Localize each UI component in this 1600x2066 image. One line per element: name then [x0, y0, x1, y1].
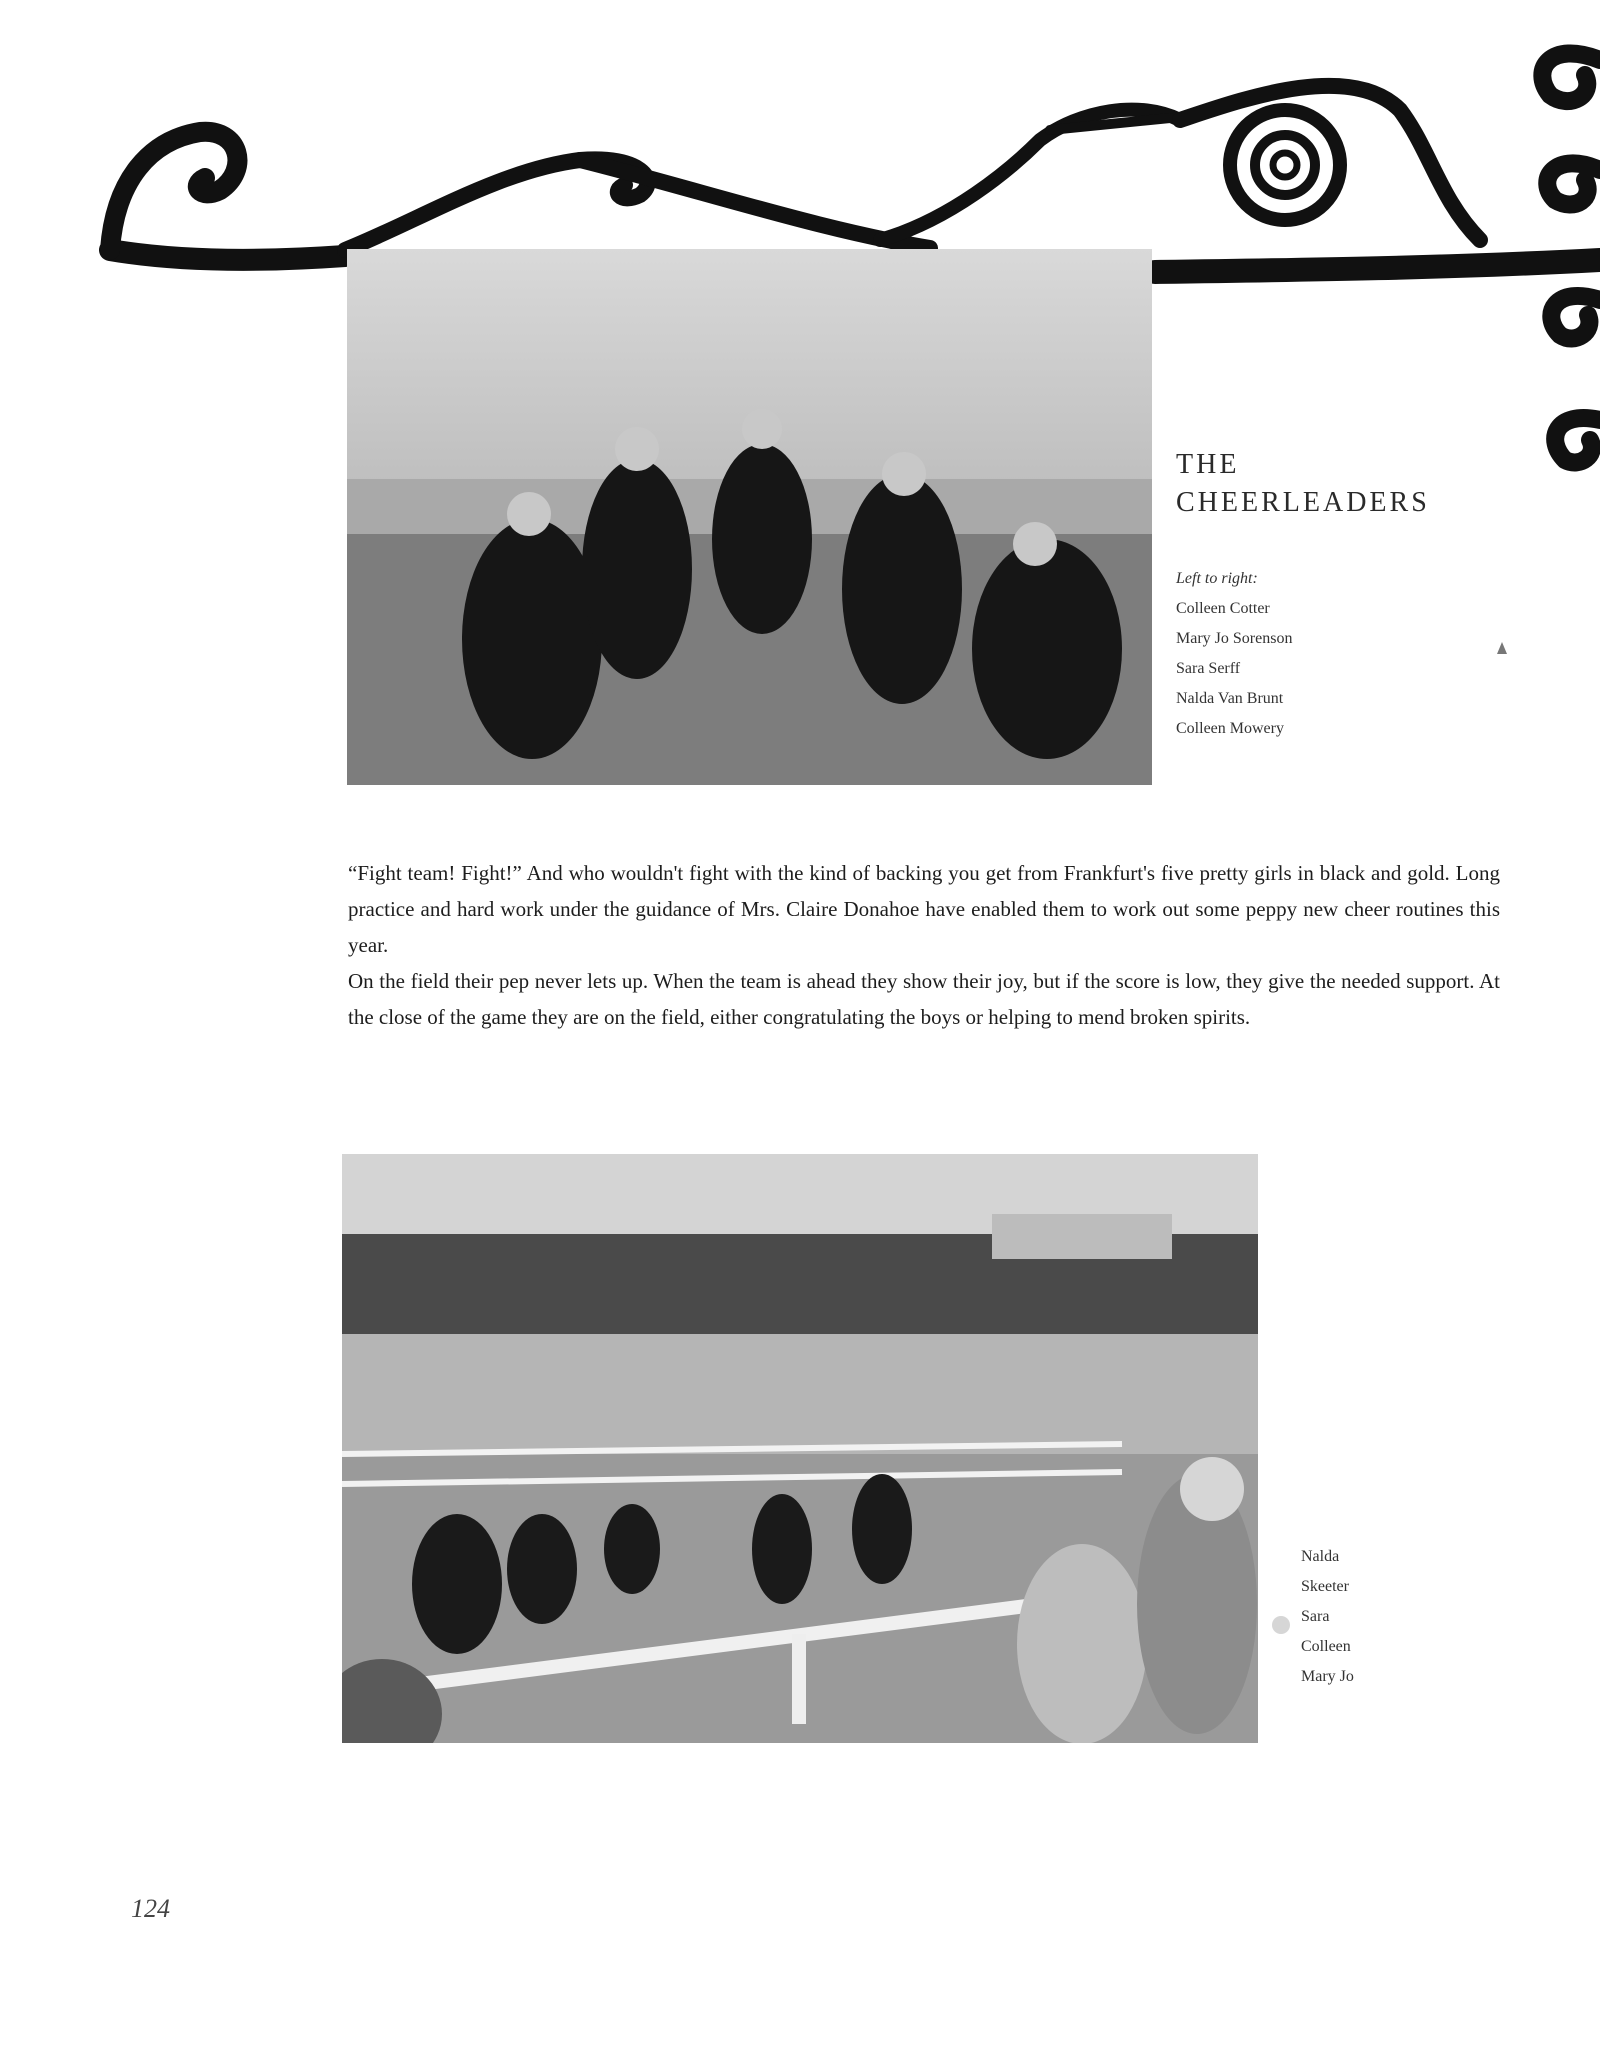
- body-paragraph: “Fight team! Fight!” And who wouldn't fight with the kind of backing you get from Frankfurt's five pretty girls in black and gold. Long practice and hard work under the guidance of Mrs. Claire Donahoe have enabled them to work out some peppy new cheer routines this year.: [348, 861, 1500, 957]
- caption-name: Nalda Van Brunt: [1176, 690, 1284, 707]
- caption-name: Mary Jo Sorenson: [1176, 630, 1293, 647]
- caption-name: Sara: [1301, 1608, 1330, 1625]
- top-photo-caption: [1176, 564, 1292, 744]
- decorative-dot: [1272, 1616, 1290, 1634]
- bottom-photo-caption: [1301, 1542, 1354, 1692]
- section-title: [1176, 446, 1430, 522]
- caption-name: Sara Serff: [1176, 660, 1241, 677]
- page-number: 124: [131, 1894, 170, 1923]
- body-paragraph: On the field their pep never lets up. When the team is ahead they show their joy, but if the score is low, they give the needed support. At the close of the game they are on the field, either congratulating the boys or helping to mend broken spirits.: [348, 969, 1500, 1029]
- title-line: CHEERLEADERS: [1176, 487, 1430, 518]
- cheerleaders-field-photo: [342, 1154, 1258, 1743]
- caption-name: Nalda: [1301, 1548, 1340, 1565]
- caption-name: Mary Jo: [1301, 1668, 1354, 1685]
- title-line: THE: [1176, 449, 1240, 480]
- caption-name: Colleen: [1301, 1638, 1351, 1655]
- caption-name: Skeeter: [1301, 1578, 1349, 1595]
- stray-mark: [1497, 642, 1507, 654]
- caption-name: Colleen Cotter: [1176, 600, 1270, 617]
- caption-name: Colleen Mowery: [1176, 720, 1284, 737]
- caption-intro: Left to right:: [1176, 570, 1258, 587]
- body-text: [348, 855, 1500, 1035]
- cheerleaders-group-photo: [347, 249, 1152, 785]
